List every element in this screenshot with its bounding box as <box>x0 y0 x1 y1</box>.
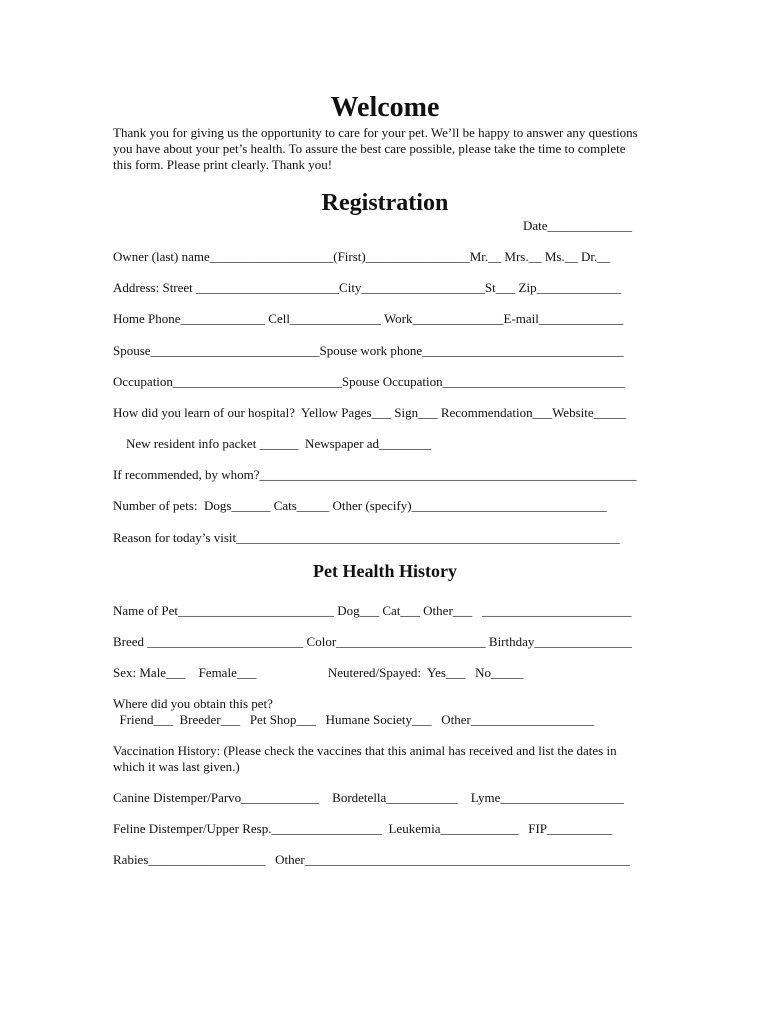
vaccination-instructions-2: which it was last given.) <box>113 759 240 774</box>
breed-field[interactable]: Breed ________________________ Color_______________________ Birthday_______________ <box>113 634 632 649</box>
registration-title: Registration <box>321 190 449 216</box>
intro-paragraph <box>113 125 658 174</box>
recommended-by-field[interactable]: If recommended, by whom?__________________________________________________________ <box>113 467 637 482</box>
owner-name-field[interactable]: Owner (last) name___________________(First)________________Mr.__ Mrs.__ Ms.__ Dr.__ <box>113 249 611 264</box>
date-field[interactable]: Date_____________ <box>522 218 632 233</box>
visit-reason-field[interactable]: Reason for today’s visit___________________________________________________________ <box>113 530 620 545</box>
pet-source-field[interactable]: Friend___ Breeder___ Pet Shop___ Humane Society___ Other___________________ <box>113 712 595 727</box>
feline-vaccines-field[interactable]: Feline Distemper/Upper Resp._________________ Leukemia____________ FIP__________ <box>113 821 613 836</box>
canine-vaccines-field[interactable]: Canine Distemper/Parvo____________ Bordetella___________ Lyme___________________ <box>113 790 624 805</box>
sex-field[interactable]: Sex: Male___ Female___ Neutered/Spayed: Yes___ No_____ <box>113 665 524 680</box>
occupation-field[interactable]: Occupation__________________________Spouse Occupation____________________________ <box>113 374 625 389</box>
number-of-pets-field[interactable]: Number of pets: Dogs______ Cats_____ Other (specify)______________________________ <box>113 498 607 513</box>
vaccination-instructions-1: Vaccination History: (Please check the vaccines that this animal has received and list the dates in <box>113 743 617 758</box>
referral-source-field[interactable]: How did you learn of our hospital? Yellow Pages___ Sign___ Recommendation___Website_____ <box>113 405 627 420</box>
intro-line-1: Thank you for giving us the opportunity to care for your pet. We’ll be happy to answer any questions <box>113 125 638 140</box>
welcome-title: Welcome <box>330 92 440 123</box>
intro-line-2: you have about your pet’s health. To assure the best care possible, please take the time to complete <box>113 141 626 157</box>
spouse-field[interactable]: Spouse__________________________Spouse work phone_______________________________ <box>113 343 624 358</box>
address-field[interactable]: Address: Street ______________________City___________________St___ Zip_____________ <box>113 280 622 295</box>
pet-source-question: Where did you obtain this pet? <box>113 696 273 711</box>
pet-name-field[interactable]: Name of Pet________________________ Dog___ Cat___ Other___ _______________________ <box>113 603 632 618</box>
referral-extra-field[interactable]: New resident info packet ______ Newspaper ad________ <box>126 436 432 451</box>
rabies-field[interactable]: Rabies__________________ Other__________________________________________________ <box>113 852 630 867</box>
pet-health-title: Pet Health History <box>313 561 457 581</box>
intro-line-3: this form. Please print clearly. Thank you! <box>113 157 333 173</box>
phone-field[interactable]: Home Phone_____________ Cell______________ Work______________E-mail_____________ <box>113 311 624 326</box>
